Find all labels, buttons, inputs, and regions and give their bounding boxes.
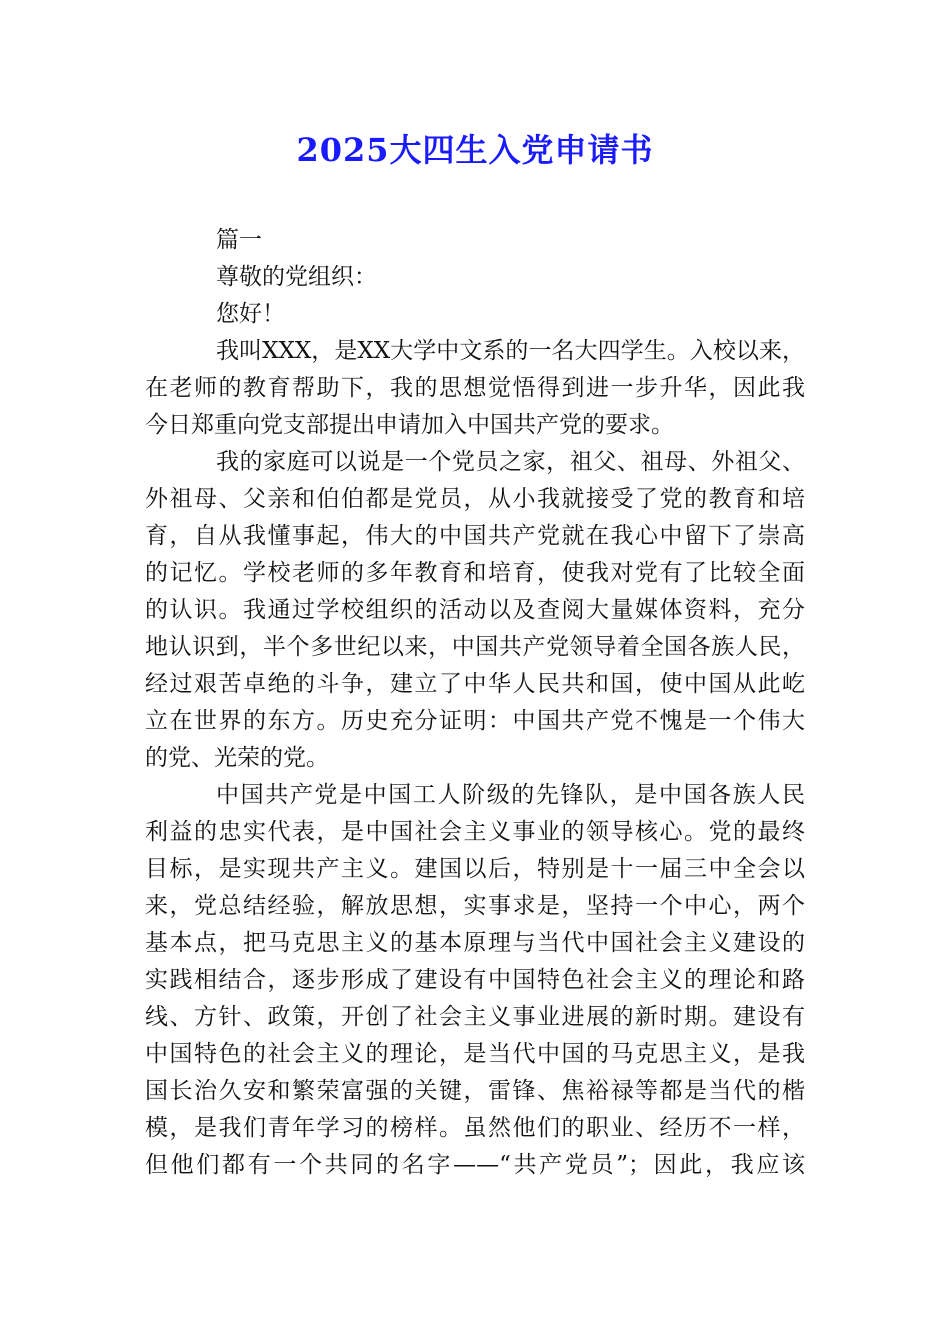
text-line: 但他们都有一个共同的名字——“共产党员”；因此，我应该 bbox=[145, 1152, 805, 1178]
text-line: 今日郑重向党支部提出申请加入中国共产党的要求。 bbox=[145, 412, 674, 438]
text-line: 的党、光荣的党。 bbox=[145, 745, 329, 771]
text-line: 我叫XXX，是XX大学中文系的一名大四学生。入校以来， bbox=[216, 338, 805, 364]
text-line: 尊敬的党组织： bbox=[216, 264, 377, 290]
text-line: 来，党总结经验，解放思想，实事求是，坚持一个中心，两个 bbox=[145, 893, 805, 919]
text-line: 您好！ bbox=[216, 301, 285, 327]
text-line: 基本点，把马克思主义的基本原理与当代中国社会主义建设的 bbox=[145, 930, 805, 956]
document-title: 2025大四生入党申请书 bbox=[296, 131, 654, 169]
text-line: 中国特色的社会主义的理论，是当代中国的马克思主义，是我 bbox=[145, 1041, 805, 1067]
text-line: 的记忆。学校老师的多年教育和培育，使我对党有了比较全面 bbox=[145, 560, 805, 586]
text-line: 利益的忠实代表，是中国社会主义事业的领导核心。党的最终 bbox=[145, 819, 805, 845]
text-line: 的认识。我通过学校组织的活动以及查阅大量媒体资料，充分 bbox=[145, 597, 805, 623]
text-line: 实践相结合，逐步形成了建设有中国特色社会主义的理论和路 bbox=[145, 967, 805, 993]
text-line: 我的家庭可以说是一个党员之家，祖父、祖母、外祖父、 bbox=[216, 449, 805, 475]
text-line: 篇一 bbox=[216, 227, 262, 253]
text-line: 模，是我们青年学习的榜样。虽然他们的职业、经历不一样， bbox=[145, 1115, 805, 1141]
text-line: 中国共产党是中国工人阶级的先锋队，是中国各族人民 bbox=[216, 782, 805, 808]
text-line: 国长治久安和繁荣富强的关键，雷锋、焦裕禄等都是当代的楷 bbox=[145, 1078, 805, 1104]
text-line: 外祖母、父亲和伯伯都是党员，从小我就接受了党的教育和培 bbox=[145, 486, 805, 512]
text-line: 在老师的教育帮助下，我的思想觉悟得到进一步升华，因此我 bbox=[145, 375, 805, 401]
text-line: 目标，是实现共产主义。建国以后，特别是十一届三中全会以 bbox=[145, 856, 805, 882]
text-line: 立在世界的东方。历史充分证明：中国共产党不愧是一个伟大 bbox=[145, 708, 805, 734]
text-line: 地认识到，半个多世纪以来，中国共产党领导着全国各族人民， bbox=[145, 634, 805, 660]
text-line: 育，自从我懂事起，伟大的中国共产党就在我心中留下了崇高 bbox=[145, 523, 805, 549]
text-line: 经过艰苦卓绝的斗争，建立了中华人民共和国，使中国从此屹 bbox=[145, 671, 805, 697]
document-body bbox=[145, 222, 805, 1184]
text-line: 线、方针、政策，开创了社会主义事业进展的新时期。建设有 bbox=[145, 1004, 805, 1030]
